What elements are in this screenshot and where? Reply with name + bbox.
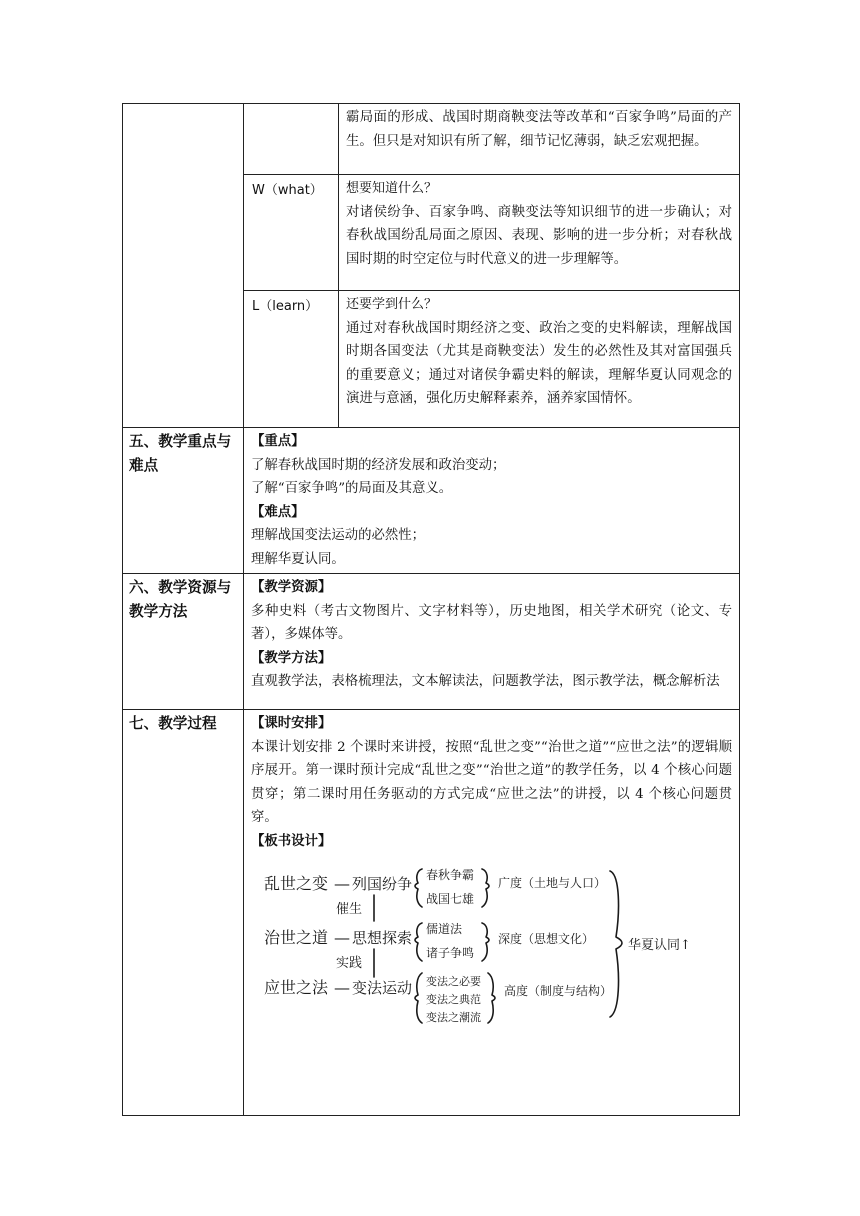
schedule-text: 本课计划安排 2 个课时来讲授，按照“乱世之变”“治世之道”“应世之法”的逻辑顺序展开。第一课时预计完成“乱世之变”“治世之道”的教学任务，以 4 个核心问题贯穿；第二课时用任务驱动的方式完成“应世之法”的讲授，以 4 个核心问题贯穿。	[251, 739, 732, 825]
board-design-sketch	[248, 861, 718, 1031]
l-label-cell	[244, 291, 339, 428]
table-row	[123, 428, 740, 574]
board-link-1: 催生	[336, 902, 363, 917]
board-dimension-3: 高度（制度与结构）	[504, 984, 613, 998]
board-theme-2: 思想探索	[352, 929, 413, 947]
board-dash: —	[334, 928, 350, 947]
board-sub-3b: 变法之典范	[426, 993, 481, 1006]
left-brace	[415, 923, 422, 961]
board-design-heading: 【板书设计】	[251, 833, 332, 849]
right-brace	[482, 923, 489, 961]
difficulty-item: 理解战国变法运动的必然性；	[251, 528, 426, 543]
key-point-item: 了解“百家争鸣”的局面及其意义。	[251, 481, 453, 496]
empty-label-cell	[244, 104, 339, 175]
l-content-cell	[339, 291, 740, 428]
section-title-cell	[123, 574, 244, 710]
board-sub-2b: 诸子争鸣	[426, 946, 475, 960]
table-row	[123, 574, 740, 710]
methods-text: 直观教学法，表格梳理法，文本解读法，问题教学法，图示教学法，概念解析法	[251, 674, 720, 689]
w-text: 对诸侯纷争、百家争鸣、商鞅变法等知识细节的进一步确认；对春秋战国纷乱局面之原因、表现、影响的进一步分析；对春秋战国时期的时空定位与时代意义的进一步理解等。	[346, 204, 732, 267]
board-sub-3c: 变法之潮流	[426, 1011, 481, 1024]
l-text: 通过对春秋战国时期经济之变、政治之变的史料解读，理解战国时期各国变法（尤其是商鞅变法）发生的必然性及其对富国强兵的重要意义；通过对诸侯争霸史料的解读，理解华夏认同观念的演进与意涵，强化历史解释素养，涵养家国情怀。	[346, 320, 732, 406]
difficulties-heading: 【难点】	[251, 504, 305, 520]
lesson-plan-table	[122, 103, 740, 1116]
l-label: L（learn）	[252, 299, 319, 314]
table-row	[123, 710, 740, 1116]
board-link-2: 实践	[336, 956, 363, 971]
board-summary: 华夏认同↑	[628, 938, 691, 953]
section6-content-cell	[244, 574, 740, 710]
section-title-cell	[123, 710, 244, 1116]
board-dimension-1: 广度（土地与人口）	[498, 876, 607, 890]
analysis-text: 霸局面的形成、战国时期商鞅变法等改革和“百家争鸣”局面的产生。但只是对知识有所了解，细节记忆薄弱，缺乏宏观把握。	[346, 110, 732, 149]
resources-text: 多种史料（考古文物图片、文字材料等），历史地图，相关学术研究（论文、专著），多媒体等。	[251, 603, 732, 642]
board-dash: —	[334, 978, 350, 997]
section7-title: 七、教学过程	[129, 715, 217, 732]
key-points-heading: 【重点】	[251, 434, 305, 449]
section6-title: 六、教学资源与教学方法	[129, 579, 232, 620]
board-sub-1a: 春秋争霸	[426, 868, 475, 882]
board-theme-1: 列国纷争	[352, 875, 413, 893]
w-label: W（what）	[252, 183, 323, 198]
w-label-cell	[244, 175, 339, 291]
empty-section-cell	[123, 104, 244, 428]
right-brace	[488, 973, 495, 1023]
resources-heading: 【教学资源】	[251, 580, 332, 595]
board-sub-2a: 儒道法	[426, 922, 463, 936]
key-point-item: 了解春秋战国时期的经济发展和政治变动；	[251, 457, 506, 473]
board-topic-2: 治世之道	[264, 928, 329, 947]
table-row	[123, 104, 740, 175]
board-sub-3a: 变法之必要	[426, 975, 481, 988]
methods-heading: 【教学方法】	[251, 650, 332, 666]
difficulty-item: 理解华夏认同。	[251, 551, 345, 567]
schedule-heading: 【课时安排】	[251, 716, 332, 731]
w-content-cell	[339, 175, 740, 291]
right-brace	[482, 869, 489, 907]
section5-content-cell	[244, 428, 740, 574]
analysis-cell	[339, 104, 740, 175]
left-brace	[415, 973, 422, 1023]
board-topic-1: 乱世之变	[264, 874, 329, 893]
left-brace	[415, 869, 422, 907]
section-title-cell	[123, 428, 244, 574]
section7-content-cell	[244, 710, 740, 1116]
board-topic-3: 应世之法	[264, 978, 329, 997]
board-dimension-2: 深度（思想文化）	[498, 932, 595, 946]
board-dash: —	[334, 874, 350, 893]
section5-title: 五、教学重点与难点	[129, 433, 232, 474]
board-theme-3: 变法运动	[352, 979, 413, 997]
l-question: 还要学到什么？	[346, 297, 438, 312]
w-question: 想要知道什么？	[346, 181, 438, 196]
board-sub-1b: 战国七雄	[426, 892, 475, 906]
